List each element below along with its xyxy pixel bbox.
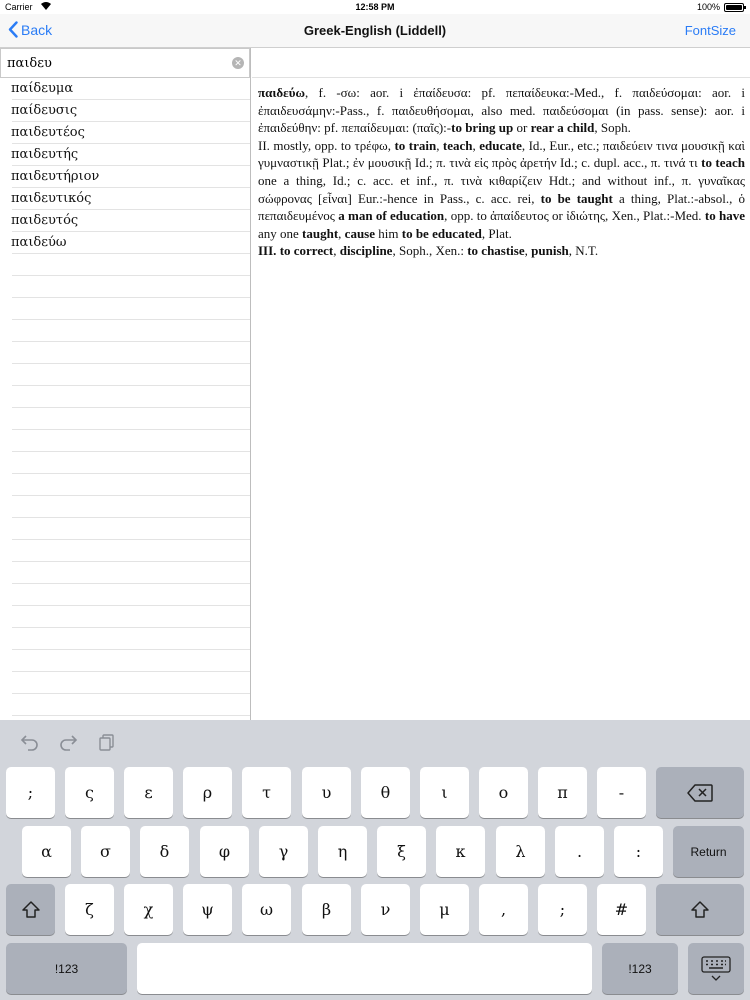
delete-button[interactable]	[656, 767, 744, 818]
status-bar	[0, 0, 750, 14]
empty-row	[12, 342, 250, 364]
list-item[interactable]	[12, 122, 250, 144]
headword: παιδεύω	[258, 85, 305, 100]
empty-row	[12, 474, 250, 496]
key[interactable]: ω	[242, 884, 291, 935]
entry-text: ,	[524, 243, 532, 259]
list-item[interactable]	[12, 100, 250, 122]
numbers-left-button[interactable]: !123	[6, 943, 127, 994]
word-label: παιδευτικός	[11, 191, 92, 206]
key[interactable]: α	[22, 826, 71, 877]
word-label: παιδευτέος	[11, 125, 85, 140]
search-bar	[0, 48, 250, 78]
empty-row	[12, 628, 250, 650]
clear-search-icon[interactable]: ✕	[232, 57, 244, 69]
key[interactable]: σ	[81, 826, 130, 877]
dismiss-keyboard-button[interactable]	[688, 943, 744, 994]
word-label: παιδεύω	[11, 235, 67, 250]
empty-row	[12, 364, 250, 386]
search-input[interactable]	[1, 49, 229, 77]
shift-icon	[21, 900, 41, 920]
entry-gloss: cause	[344, 225, 376, 241]
entry-text: ,	[472, 137, 480, 153]
key[interactable]: -	[597, 767, 646, 818]
key[interactable]: ν	[361, 884, 410, 935]
clock: 12:58 PM	[355, 2, 395, 12]
key[interactable]: θ	[361, 767, 410, 818]
shift-right-button[interactable]	[656, 884, 744, 935]
list-item[interactable]	[12, 144, 250, 166]
definition-pane	[252, 48, 750, 720]
fontsize-button[interactable]: FontSize	[684, 23, 736, 38]
entry-text: , Soph., Xen.:	[392, 243, 468, 259]
entry-text: him	[375, 225, 402, 241]
entry-gloss: a man of education	[338, 208, 445, 224]
empty-row	[12, 298, 250, 320]
battery-percent: 100%	[696, 2, 720, 12]
entry-gloss: educate	[479, 137, 522, 153]
entry-gloss: teach	[442, 137, 473, 153]
word-label: παιδευτήριον	[11, 169, 100, 184]
key[interactable]: ,	[479, 884, 528, 935]
key[interactable]: ;	[538, 884, 587, 935]
redo-icon[interactable]	[58, 733, 80, 753]
empty-row	[12, 606, 250, 628]
word-label: παιδευτής	[11, 147, 79, 162]
backspace-icon	[687, 784, 713, 802]
paste-icon[interactable]	[98, 733, 120, 753]
key[interactable]: ψ	[183, 884, 232, 935]
key[interactable]: π	[538, 767, 587, 818]
battery-icon	[724, 3, 744, 12]
empty-row	[12, 320, 250, 342]
key[interactable]: ς	[65, 767, 114, 818]
empty-row	[12, 584, 250, 606]
entry-gloss: punish	[531, 243, 569, 259]
entry-text: , Plat.	[481, 225, 512, 241]
entry-text: , opp. to ἀπαίδευτος or ἰδιώτης, Xen., Plat.:-Med.	[444, 208, 705, 224]
empty-row	[12, 540, 250, 562]
entry-text: ,	[333, 243, 340, 259]
empty-row	[12, 694, 250, 716]
empty-row	[12, 672, 250, 694]
key[interactable]: φ	[200, 826, 249, 877]
key[interactable]: β	[302, 884, 351, 935]
return-button[interactable]: Return	[673, 826, 744, 877]
space-bar[interactable]	[137, 943, 592, 994]
key[interactable]: υ	[302, 767, 351, 818]
shift-icon	[690, 900, 710, 920]
numbers-right-button[interactable]: !123	[602, 943, 678, 994]
list-item[interactable]	[12, 232, 250, 254]
entry-text: any one	[258, 225, 303, 241]
key[interactable]: ρ	[183, 767, 232, 818]
entry-gloss: to be educated	[401, 225, 482, 241]
key[interactable]: :	[614, 826, 663, 877]
key[interactable]: δ	[140, 826, 189, 877]
word-label: παιδευτός	[11, 213, 79, 228]
back-label: Back	[21, 21, 53, 38]
entry-gloss: to teach	[701, 155, 745, 171]
list-item[interactable]	[12, 78, 250, 100]
navigation-bar	[0, 14, 750, 48]
entry-text: , N.T.	[568, 243, 599, 259]
empty-row	[12, 518, 250, 540]
key[interactable]: ι	[420, 767, 469, 818]
key[interactable]: λ	[496, 826, 545, 877]
empty-row	[12, 254, 250, 276]
key[interactable]: ξ	[377, 826, 426, 877]
list-item[interactable]	[12, 188, 250, 210]
word-label: παίδευσις	[11, 103, 78, 118]
entry-text: a thing, Plat.:-absol., ὁ πεπαιδευμένος	[258, 190, 745, 224]
key[interactable]: γ	[259, 826, 308, 877]
entry-text: , Id., Eur., etc.; παιδεύειν τινα μουσικῇ καὶ γυμναστικῇ Plat.; ἐν μουσικῇ Id.; π. τινὰ εἰς πρὸς ἀρετήν Id.; c. dupl. acc., π. τινά τι	[258, 137, 745, 171]
entry-gloss: to be taught	[540, 190, 613, 206]
list-item[interactable]	[12, 166, 250, 188]
entry-text: ,	[436, 137, 443, 153]
key[interactable]: κ	[436, 826, 485, 877]
entry-gloss: to correct	[279, 243, 334, 259]
empty-row	[12, 408, 250, 430]
key[interactable]: τ	[242, 767, 291, 818]
key[interactable]: μ	[420, 884, 469, 935]
key[interactable]: ζ	[65, 884, 114, 935]
empty-row	[12, 452, 250, 474]
entry-text: , f. -σω: aor. i ἐπαίδευσα: pf. πεπαίδευκα:-Med., f. παιδεύσομαι: aor. i ἐπαιδευσάμην:-Pass., f. παιδευθήσομαι, also med. παιδεύσομαι (in pass. sense): aor. i ἐπαιδεύθην: pf. πεπαίδευμαι: (παῖς):-	[258, 85, 745, 136]
entry-section: III.	[258, 243, 280, 259]
key[interactable]: ;	[6, 767, 55, 818]
divider	[252, 77, 750, 78]
list-item[interactable]	[12, 210, 250, 232]
carrier-label: Carrier	[5, 2, 33, 12]
entry-text: or	[513, 120, 531, 136]
entry-text: ,	[338, 225, 345, 241]
empty-row	[12, 276, 250, 298]
key[interactable]: χ	[124, 884, 173, 935]
keyboard-shortcut-bar	[0, 720, 750, 766]
shift-left-button[interactable]	[6, 884, 55, 935]
key[interactable]: η	[318, 826, 367, 877]
word-list	[0, 78, 250, 720]
greek-keyboard	[0, 720, 750, 1000]
entry-gloss: taught	[302, 225, 339, 241]
page-title: Greek-English (Liddell)	[303, 23, 447, 38]
word-list-pane	[0, 48, 251, 720]
empty-row	[12, 650, 250, 672]
entry-text: II. mostly, opp. to τρέφω,	[258, 137, 395, 153]
word-label: παίδευμα	[11, 81, 74, 96]
key[interactable]: .	[555, 826, 604, 877]
key[interactable]: #	[597, 884, 646, 935]
key[interactable]: ε	[124, 767, 173, 818]
entry-gloss: discipline	[339, 243, 393, 259]
entry-text: one a thing, Id.; c. acc. et inf., π. τινὰ κιθαρίζειν Hdt.; and without inf., π. γυναῖκας σώφρονας [εἶναι] Eur.:-hence in Pass., c. acc. rei,	[258, 172, 745, 206]
dictionary-entry	[258, 84, 745, 260]
empty-row	[12, 562, 250, 584]
empty-row	[12, 496, 250, 518]
keyboard-hide-icon	[701, 956, 731, 982]
empty-row	[12, 386, 250, 408]
empty-row	[12, 430, 250, 452]
entry-gloss: to train	[394, 137, 437, 153]
entry-text: , Soph.	[594, 120, 631, 136]
key[interactable]: ο	[479, 767, 528, 818]
entry-gloss: to bring up	[451, 120, 514, 136]
entry-gloss: to have	[704, 208, 745, 224]
undo-icon[interactable]	[20, 733, 42, 753]
entry-gloss: to chastise	[467, 243, 525, 259]
entry-gloss: rear a child	[530, 120, 595, 136]
